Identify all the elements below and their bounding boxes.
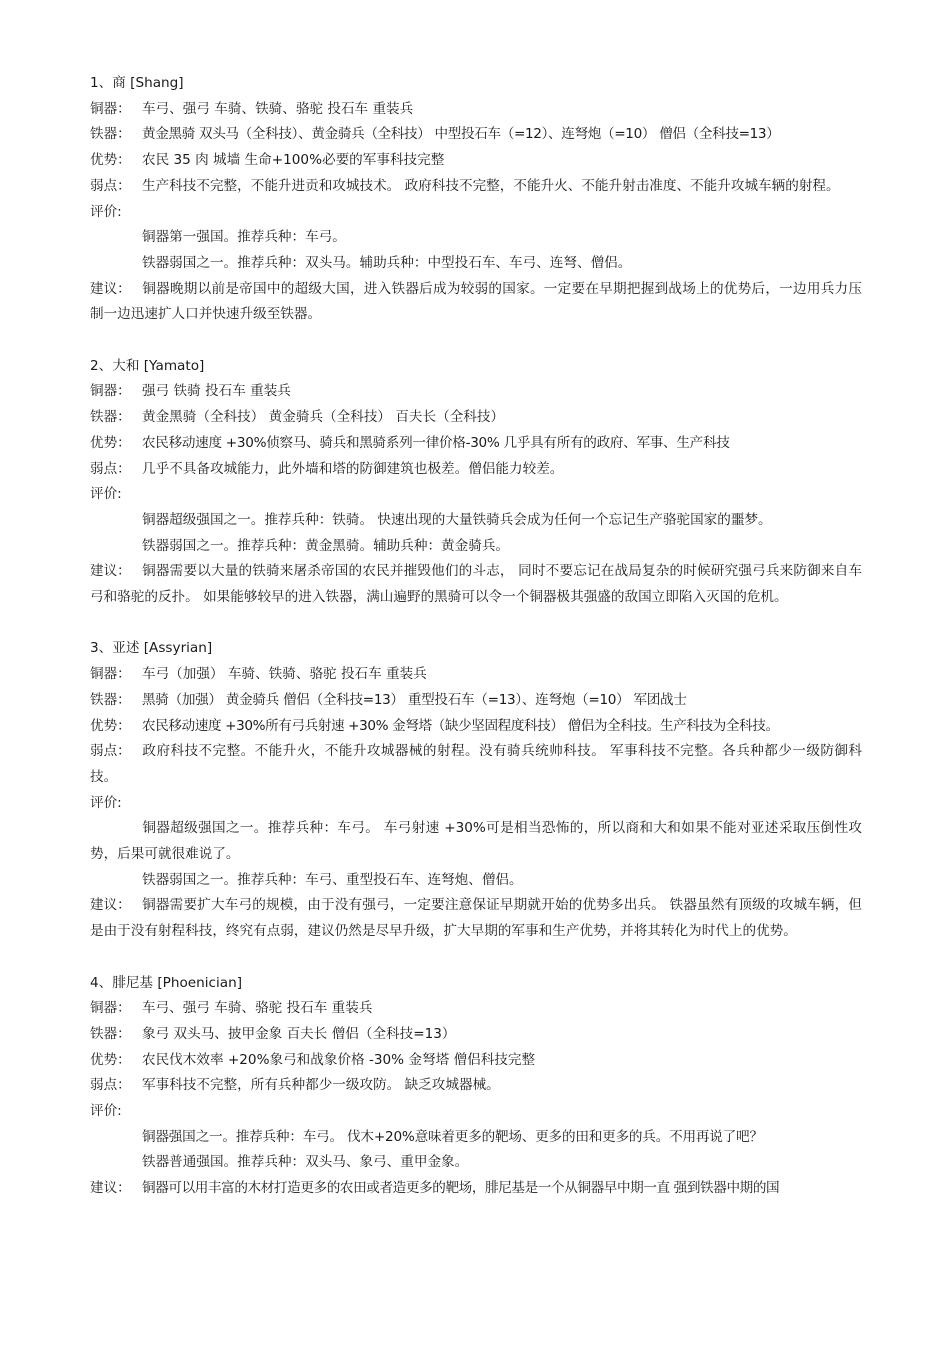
advantages-line <box>90 148 862 174</box>
weaknesses-label: 弱点： <box>90 1077 131 1094</box>
evaluation-iron: 铁器普通强国。推荐兵种：双头马、象弓、重甲金象。 <box>142 1154 469 1171</box>
iron-label: 铁器： <box>90 1025 131 1042</box>
weaknesses: 政府科技不完整。不能升火，不能升攻城器械的射程。没有骑兵统帅科技。 军事科技不完整。各兵种都少一级防御科技。 <box>90 743 862 785</box>
weaknesses: 几乎不具备攻城能力，此外墙和塔的防御建筑也极差。僧侣能力较差。 <box>142 460 564 477</box>
weaknesses-label: 弱点： <box>90 743 131 760</box>
weaknesses-line <box>90 1073 862 1099</box>
bronze-label: 铜器： <box>90 666 131 683</box>
suggestion-line <box>90 559 862 610</box>
suggestion-label: 建议： <box>90 280 131 297</box>
evaluation-bronze-text: 铜器超级强国之一。推荐兵种：车弓。 车弓射速 +30%可是相当恐怖的，所以商和大和如果不能对亚述采取压倒性攻势，后果可就很难说了。 <box>90 820 862 863</box>
bronze-units: 车弓（加强） 车骑、铁骑、骆驼 投石车 重装兵 <box>142 666 427 683</box>
suggestion: 铜器需要以大量的铁骑来屠杀帝国的农民并摧毁他们的斗志， 同时不要忘记在战局复杂的时候研究强弓兵来防御来自车弓和骆驼的反扑。 如果能够较早的进入铁器，满山遍野的黑骑可以令一个铜器极其强盛的敌国立即陷入灭国的危机。 <box>90 563 862 606</box>
suggestion-line <box>90 277 862 328</box>
advantages-line <box>90 431 862 457</box>
evaluation-iron: 铁器弱国之一。推荐兵种：双头马。辅助兵种：中型投石车、车弓、连弩、僧侣。 <box>142 254 632 271</box>
suggestion-label: 建议： <box>90 1180 131 1197</box>
advantages: 农民移动速度 +30%侦察马、骑兵和黑骑系列一律价格-30% 几乎具有所有的政府、军事、生产科技 <box>142 434 730 451</box>
evaluation-iron: 铁器弱国之一。推荐兵种：黄金黑骑。辅助兵种：黄金骑兵。 <box>142 537 510 554</box>
iron-units: 黄金黑骑 双头马（全科技）、黄金骑兵（全科技） 中型投石车（=12）、连弩炮（=10） 僧侣（全科技=13） <box>142 126 780 143</box>
evaluation-label: 评价: <box>90 486 122 503</box>
civ-section-yamato <box>90 354 862 611</box>
advantages-line <box>90 1048 862 1074</box>
advantages-label: 优势： <box>90 434 131 451</box>
iron-units: 象弓 双头马、披甲金象 百夫长 僧侣（全科技=13） <box>142 1025 456 1042</box>
iron-units-line <box>90 1022 862 1048</box>
weaknesses-line <box>90 739 862 790</box>
iron-label: 铁器： <box>90 691 131 708</box>
evaluation-label: 评价: <box>90 794 122 811</box>
evaluation-label: 评价: <box>90 203 122 220</box>
advantages: 农民移动速度 +30%所有弓兵射速 +30% 金弩塔（缺少坚固程度科技） 僧侣为全科技。生产科技为全科技。 <box>142 717 779 734</box>
weaknesses-line <box>90 457 862 483</box>
evaluation-bronze: 铜器强国之一。推荐兵种：车弓。 伐木+20%意味着更多的靶场、更多的田和更多的兵。不用再说了吧？ <box>142 1128 763 1145</box>
weaknesses: 生产科技不完整，不能升进贡和攻城技术。 政府科技不完整，不能升火、不能升射击准度、不能升攻城车辆的射程。 <box>142 177 840 194</box>
advantages-line <box>90 714 862 740</box>
bronze-units-line <box>90 97 862 123</box>
weaknesses-line <box>90 174 862 200</box>
iron-units-line <box>90 122 862 148</box>
bronze-units: 车弓、强弓 车骑、铁骑、骆驼 投石车 重装兵 <box>142 100 414 117</box>
evaluation-iron: 铁器弱国之一。推荐兵种：车弓、重型投石车、连弩炮、僧侣。 <box>142 871 523 888</box>
iron-units-line <box>90 688 862 714</box>
advantages: 农民伐木效率 +20%象弓和战象价格 -30% 金弩塔 僧侣科技完整 <box>142 1051 536 1068</box>
weaknesses-label: 弱点： <box>90 460 131 477</box>
bronze-label: 铜器： <box>90 383 131 400</box>
evaluation-bronze: 铜器超级强国之一。推荐兵种：铁骑。 快速出现的大量铁骑兵会成为任何一个忘记生产骆驼国家的噩梦。 <box>142 511 772 528</box>
section-title: 1、商 [Shang] <box>90 75 184 91</box>
iron-label: 铁器： <box>90 409 131 426</box>
iron-label: 铁器： <box>90 126 131 143</box>
iron-units: 黑骑（加强） 黄金骑兵 僧侣（全科技=13） 重型投石车（=13）、连弩炮（=10） 军团战士 <box>142 691 687 708</box>
section-title: 4、腓尼基 [Phoenician] <box>90 974 243 991</box>
section-title: 2、大和 [Yamato] <box>90 357 205 374</box>
suggestion-line <box>90 1176 862 1202</box>
advantages: 农民 35 肉 城墙 生命+100%必要的军事科技完整 <box>142 152 445 169</box>
evaluation-label: 评价: <box>90 1103 122 1120</box>
bronze-label: 铜器： <box>90 1000 131 1017</box>
suggestion: 铜器需要扩大车弓的规模，由于没有强弓，一定要注意保证早期就开始的优势多出兵。 铁器虽然有顶级的攻城车辆，但是由于没有射程科技，终究有点弱，建议仍然是尽早升级，扩大早期的军事和生产优势，并将其转化为时代上的优势。 <box>90 897 862 940</box>
civ-section-assyrian <box>90 636 862 944</box>
section-title: 3、亚述 [Assyrian] <box>90 640 213 657</box>
bronze-units: 强弓 铁骑 投石车 重装兵 <box>142 383 291 400</box>
evaluation-bronze: 铜器第一强国。推荐兵种：车弓。 <box>142 229 346 246</box>
suggestion-line <box>90 893 862 944</box>
civ-section-phoenician <box>90 971 862 1202</box>
bronze-label: 铜器： <box>90 100 131 117</box>
advantages-label: 优势： <box>90 717 131 734</box>
iron-units: 黄金黑骑（全科技） 黄金骑兵（全科技） 百夫长（全科技） <box>142 409 505 426</box>
iron-units-line <box>90 405 862 431</box>
weaknesses-label: 弱点： <box>90 177 131 194</box>
advantages-label: 优势： <box>90 152 131 169</box>
suggestion: 铜器可以用丰富的木材打造更多的农田或者造更多的靶场，腓尼基是一个从铜器早中期一直 强到铁器中期的国 <box>142 1180 780 1197</box>
bronze-units: 车弓、强弓 车骑、骆驼 投石车 重装兵 <box>142 1000 373 1017</box>
suggestion: 铜器晚期以前是帝国中的超级大国，进入铁器后成为较弱的国家。一定要在早期把握到战场上的优势后，一边用兵力压制一边迅速扩人口并快速升级至铁器。 <box>90 280 862 323</box>
bronze-units-line <box>90 996 862 1022</box>
civ-section-shang <box>90 71 862 328</box>
document-page <box>90 71 862 1202</box>
advantages-label: 优势： <box>90 1051 131 1068</box>
weaknesses: 军事科技不完整，所有兵种都少一级攻防。 缺乏攻城器械。 <box>142 1077 500 1094</box>
bronze-units-line <box>90 662 862 688</box>
suggestion-label: 建议： <box>90 897 131 914</box>
bronze-units-line <box>90 379 862 405</box>
evaluation-bronze <box>90 816 862 867</box>
suggestion-label: 建议： <box>90 563 131 580</box>
